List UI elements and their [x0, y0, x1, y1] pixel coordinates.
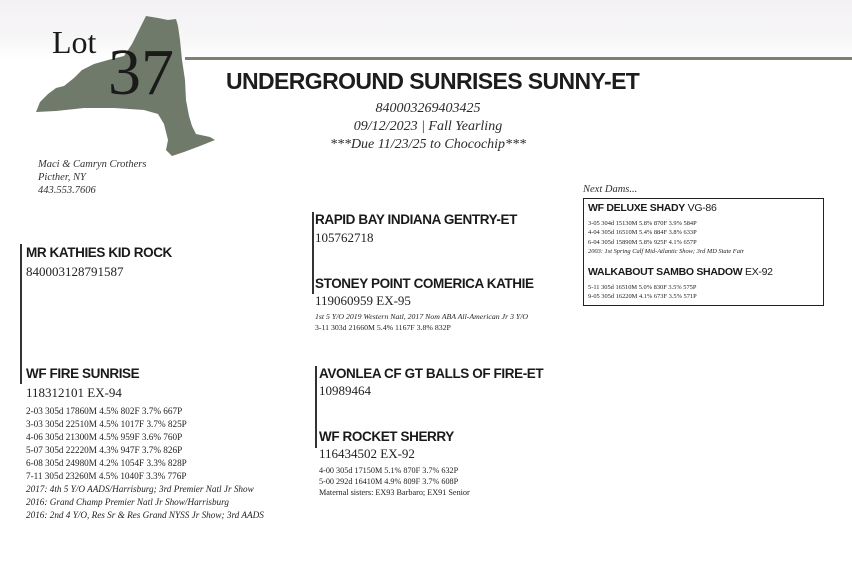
dam-name: WF FIRE SUNRISE — [26, 366, 140, 381]
dam-dam-name: WF ROCKET SHERRY — [319, 429, 454, 444]
sire-dam-award: 1st 5 Y/O 2019 Western Natl, 2017 Nom ABA All-American Jr 3 Y/O — [315, 312, 529, 321]
dam-sire-name: AVONLEA CF GT BALLS OF FIRE-ET — [319, 366, 544, 381]
dam-dam-registration: 116434502 EX-92 — [319, 446, 415, 461]
dam-dam-records — [319, 465, 470, 498]
dam-award: 2016: 2nd 4 Y/O, Res Sr & Res Grand NYSS Jr Show; 3rd AADS — [26, 510, 264, 520]
next-dam-2-title: WALKABOUT SAMBO SHADOW — [588, 266, 743, 278]
sire-sire-registration: 105762718 — [315, 230, 374, 245]
sire-dam-registration: 119060959 EX-95 — [315, 293, 411, 308]
pedigree-bar-dam — [315, 366, 317, 448]
pedigree-bar-left — [20, 244, 22, 384]
animal-registration: 840003269403425 — [375, 101, 481, 116]
next-dam-2-records — [588, 283, 697, 302]
animal-name: UNDERGROUND SUNRISES SUNNY-ET — [226, 68, 640, 94]
dam-sire-registration: 10989464 — [319, 383, 371, 398]
header-rule — [185, 57, 852, 60]
next-dams-label: Next Dams... — [583, 184, 638, 195]
dam-record: 4-06 305d 21300M 4.5% 959F 3.6% 760P — [26, 432, 183, 442]
next-dam-1-note: 2003: 1st Spring Calf Mid-Atlantic Show; 3rd MD State Fair — [588, 248, 745, 256]
sire-dam-record: 3-11 303d 21660M 5.4% 1167F 3.8% 832P — [315, 323, 451, 332]
next-dam-2-class: EX-92 — [742, 266, 773, 278]
next-dam-1-name — [588, 202, 716, 214]
sire-sire-name: RAPID BAY INDIANA GENTRY-ET — [315, 212, 517, 227]
next-dam-1-title: WF DELUXE SHADY — [588, 202, 686, 214]
pedigree-bar-sire — [312, 212, 314, 294]
next-dam-2-name — [588, 266, 773, 278]
next-dam-2-record: 9-05 305d 16220M 4.1% 673F 3.5% 571P — [588, 293, 697, 301]
dam-record: 5-07 305d 22220M 4.3% 947F 3.7% 826P — [26, 445, 183, 455]
next-dam-1-record: 4-04 305d 16510M 5.4% 884F 3.8% 633P — [588, 229, 697, 237]
dam-dam-record: 4-00 305d 17150M 5.1% 870F 3.7% 632P — [319, 466, 459, 475]
dam-record: 2-03 305d 17860M 4.5% 802F 3.7% 667P — [26, 406, 183, 416]
dam-records — [26, 405, 264, 522]
lot-number: 37 — [108, 36, 174, 109]
animal-due-date: ***Due 11/23/25 to Chocochip*** — [329, 137, 527, 152]
next-dam-1-class: VG-86 — [685, 202, 717, 214]
next-dam-2-record: 5-11 305d 16510M 5.0% 830F 3.5% 575P — [588, 284, 697, 291]
lot-label: Lot — [52, 24, 97, 60]
next-dams-box — [583, 198, 824, 306]
dam-dam-record: Maternal sisters: EX93 Barbaro; EX91 Senior — [319, 488, 470, 497]
sire-registration: 840003128791587 — [26, 264, 124, 279]
next-dam-1-record: 3-05 304d 15130M 5.8% 870F 3.9% 584P — [588, 220, 697, 227]
owner-name: Maci & Camryn Crothers — [38, 159, 147, 170]
animal-birthdate: 09/12/2023 | Fall Yearling — [353, 119, 503, 134]
next-dam-1-record: 6-04 305d 15890M 5.8% 925F 4.1% 657P — [588, 238, 697, 246]
owner-phone: 443.553.7606 — [38, 185, 96, 196]
dam-award: 2016: Grand Champ Premier Natl Jr Show/Harrisburg — [26, 497, 229, 507]
owner-info — [38, 158, 146, 197]
owner-location: Picther, NY — [38, 172, 86, 183]
dam-record: 7-11 305d 23260M 4.5% 1040F 3.3% 776P — [26, 471, 187, 481]
dam-dam-record: 5-00 292d 16410M 4.9% 809F 3.7% 608P — [319, 477, 459, 486]
dam-record: 3-03 305d 22510M 4.5% 1017F 3.7% 825P — [26, 419, 187, 429]
dam-registration: 118312101 EX-94 — [26, 385, 122, 400]
dam-award: 2017: 4th 5 Y/O AADS/Harrisburg; 3rd Premier Natl Jr Show — [26, 484, 254, 494]
sire-dam-name: STONEY POINT COMERICA KATHIE — [315, 276, 534, 291]
next-dam-1-records — [588, 219, 744, 257]
sire-name: MR KATHIES KID ROCK — [26, 245, 172, 260]
dam-record: 6-08 305d 24980M 4.2% 1054F 3.3% 828P — [26, 458, 187, 468]
